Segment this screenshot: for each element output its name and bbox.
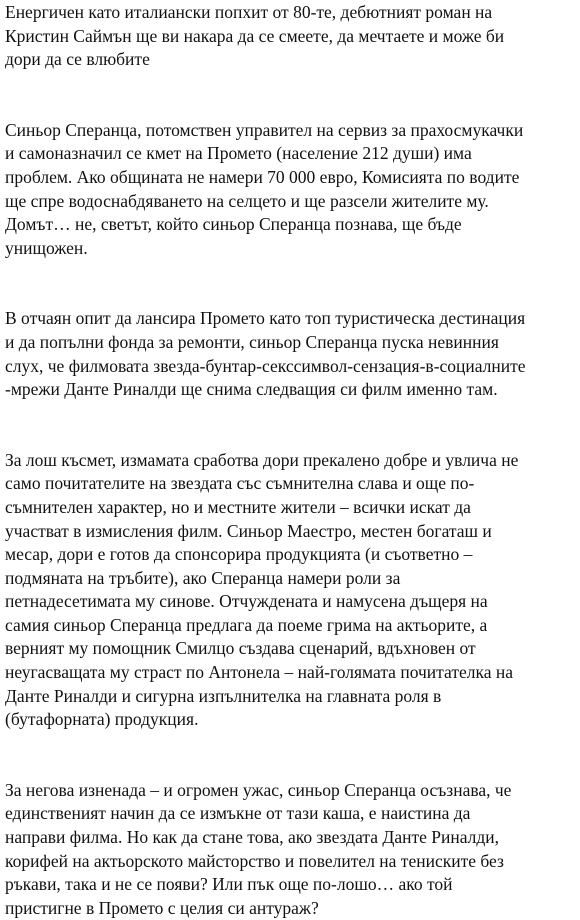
- paragraph-gap: [5, 72, 577, 119]
- text-line: Кристин Саймън ще ви накара да се смеете, да мечтаете и може би: [5, 25, 505, 46]
- text-line: За негова изненада – и огромен ужас, синьор Сперанца осъзнава, че: [5, 779, 512, 800]
- text-line: унищожен.: [5, 237, 88, 258]
- text-line: слух, че филмовата звезда-бунтар-секссимвол-сензация-в-социалните: [5, 355, 526, 376]
- text-line: ръкави, така и не се появи? Или пък още по-лошо… ако той: [5, 874, 453, 895]
- text-line: и самоназначил се кмет на Промето (население 212 души) има: [5, 143, 472, 164]
- paragraph-gap: [5, 402, 577, 449]
- paragraph-consequences: [5, 449, 577, 732]
- text-line: В отчаян опит да лансира Промето като топ туристическа дестинация: [5, 308, 526, 329]
- paragraph-intro: [5, 1, 577, 72]
- text-line: ще спре водоснабдяването на селцето и ще разсели жителите му.: [5, 190, 489, 211]
- paragraph-twist: [5, 779, 577, 920]
- text-line: корифей на актьорското майсторство и повелител на тениските без: [5, 850, 504, 871]
- text-line: направи филма. Но как да стане това, ако звездата Данте Риналди,: [5, 827, 500, 848]
- text-line: Домът… не, светът, който синьор Сперанца познава, ще бъде: [5, 214, 462, 235]
- text-line: дори да се влюбите: [5, 49, 150, 70]
- document-body: [5, 1, 577, 920]
- text-line: подмяната на тръбите), ако Сперанца намери роли за: [5, 567, 401, 588]
- text-line: пристигне в Промето с целия си антураж?: [5, 897, 319, 918]
- text-line: единственият начин да се измъкне от тази каша, е наистина да: [5, 803, 471, 824]
- text-line: (бутафорната) продукция.: [5, 709, 199, 730]
- paragraph-gap: [5, 732, 577, 779]
- text-line: петнадесетимата му синове. Отчуждената и намусена дъщеря на: [5, 591, 488, 612]
- text-line: Енергичен като италиански попхит от 80-те, дебютният роман на: [5, 2, 493, 22]
- text-line: участват в измисления филм. Синьор Маестро, местен богаташ и: [5, 520, 492, 541]
- text-line: -мрежи Данте Риналди ще снима следващия си филм именно там.: [5, 379, 498, 400]
- text-line: само почитателите на звездата със съмнителна слава и още по-: [5, 473, 475, 494]
- paragraph-problem: [5, 119, 577, 261]
- text-line: самия синьор Сперанца предлага да поеме грима на актьорите, а: [5, 614, 488, 635]
- text-line: За лош късмет, измамата сработва дори прекалено добре и увлича не: [5, 449, 519, 470]
- paragraph-rumor: [5, 307, 577, 401]
- text-line: съмнителен характер, но и местните жители – всички искат да: [5, 496, 471, 517]
- text-line: неугасващата му страст по Антонела – най-голямата почитателка на: [5, 662, 513, 683]
- paragraph-gap: [5, 260, 577, 307]
- text-line: проблем. Ако общината не намери 70 000 евро, Комисията по водите: [5, 166, 520, 187]
- text-line: Данте Риналди и сигурна изпълнителка на главната роля в: [5, 685, 442, 706]
- text-line: месар, дори е готов да спонсорира продукцията (и съответно –: [5, 544, 473, 565]
- text-line: Синьор Сперанца, потомствен управител на сервиз за прахосмукачки: [5, 119, 524, 140]
- text-line: верният му помощник Смилцо създава сценарий, вдъхновен от: [5, 638, 476, 659]
- text-line: и да попълни фонда за ремонти, синьор Сперанца пуска невинния: [5, 331, 499, 352]
